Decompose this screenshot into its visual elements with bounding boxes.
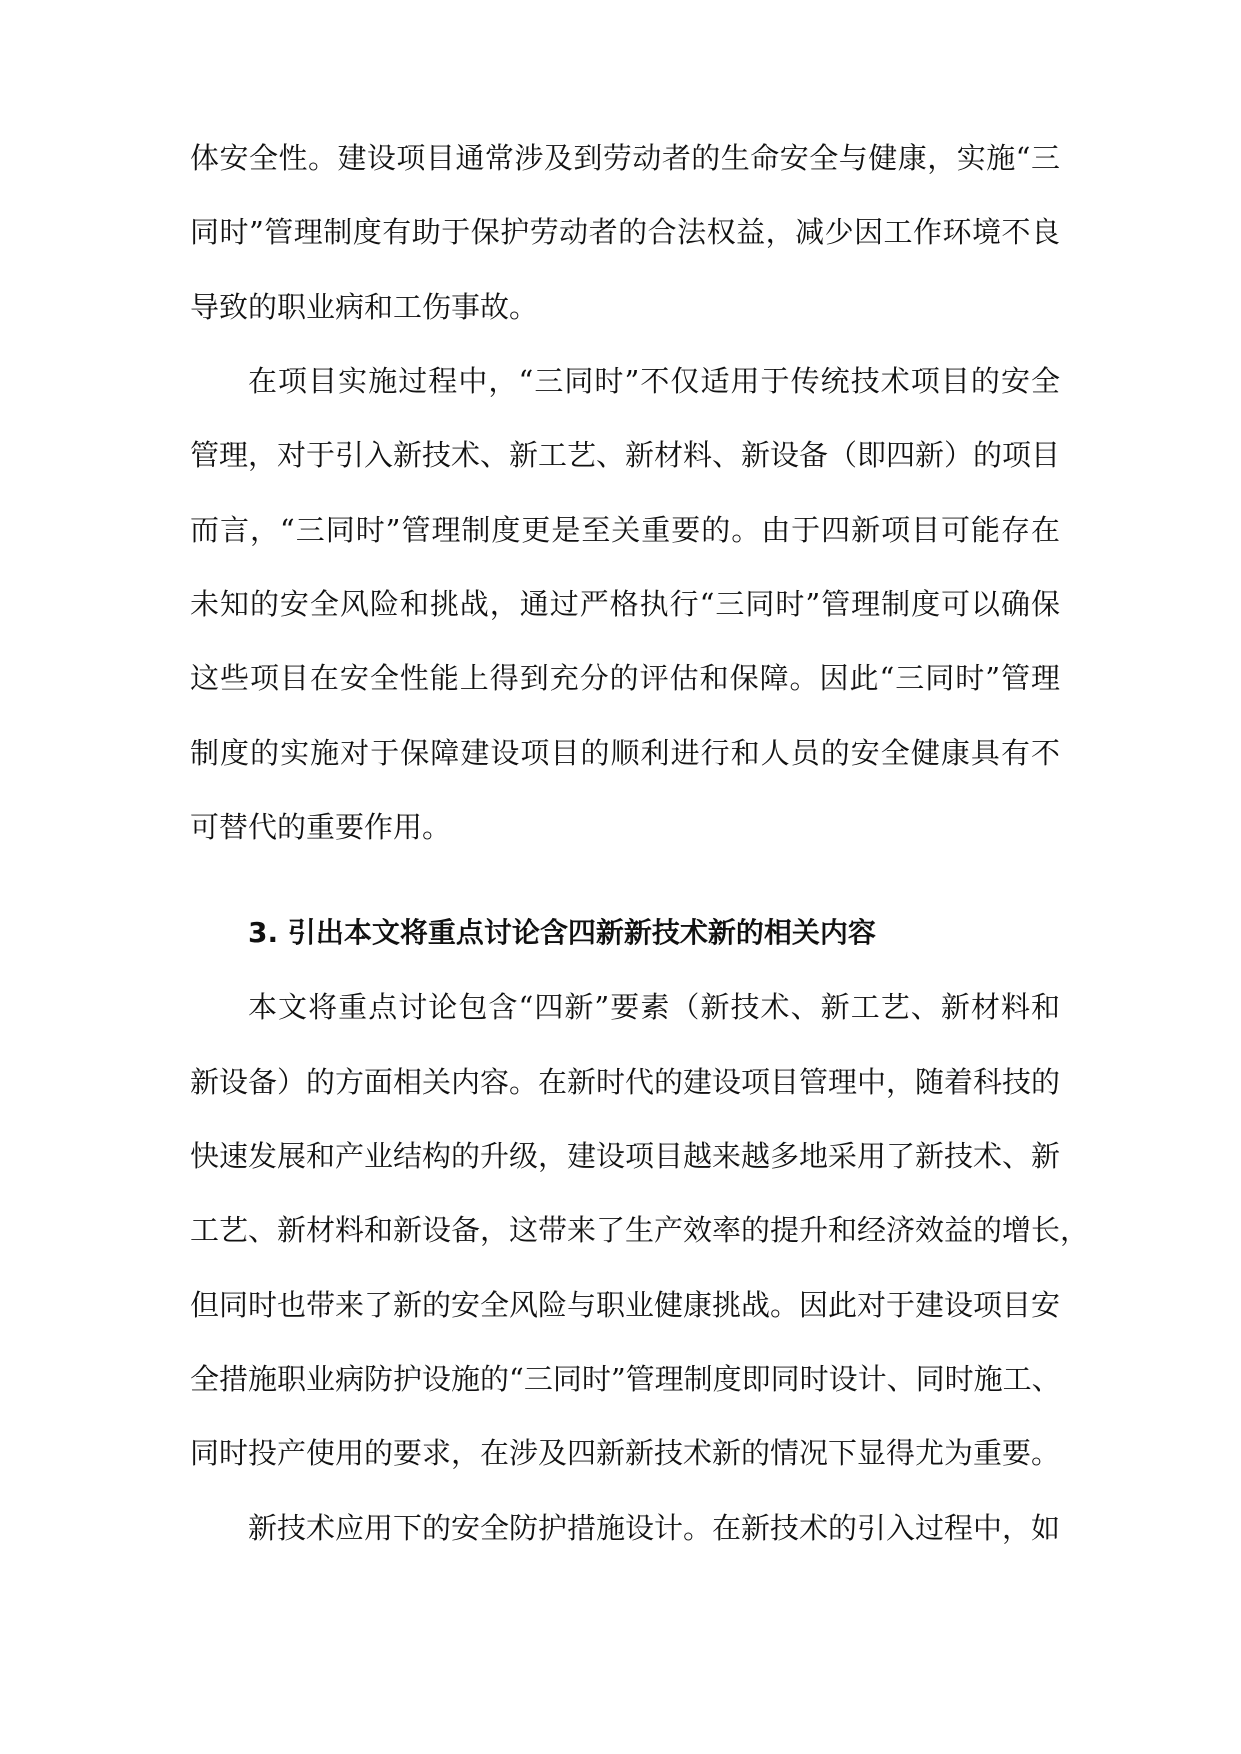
paragraph-line: 本文将重点讨论包含“四新”要素（新技术、新工艺、新材料和	[248, 990, 1060, 1024]
paragraph-line: 同时投产使用的要求，在涉及四新新技术新的情况下显得尤为重要。	[190, 1436, 1061, 1470]
paragraph-line: 而言，“三同时”管理制度更是至关重要的。由于四新项目可能存在	[190, 513, 1060, 547]
paragraph-line: 全措施职业病防护设施的“三同时”管理制度即同时设计、同时施工、	[190, 1362, 1061, 1396]
paragraph-line: 在项目实施过程中，“三同时”不仅适用于传统技术项目的安全	[248, 364, 1060, 398]
paragraph-line: 工艺、新材料和新设备，这带来了生产效率的提升和经济效益的增长，	[190, 1213, 1090, 1247]
paragraph-line: 这些项目在安全性能上得到充分的评估和保障。因此“三同时”管理	[190, 661, 1060, 695]
paragraph-line: 快速发展和产业结构的升级，建设项目越来越多地采用了新技术、新	[190, 1139, 1061, 1173]
section-heading: 3. 引出本文将重点讨论含四新新技术新的相关内容	[248, 916, 876, 949]
paragraph-line: 体安全性。建设项目通常涉及到劳动者的生命安全与健康，实施“三	[190, 141, 1060, 175]
paragraph-line: 但同时也带来了新的安全风险与职业健康挑战。因此对于建设项目安	[190, 1288, 1061, 1322]
paragraph-line: 新技术应用下的安全防护措施设计。在新技术的引入过程中，如	[248, 1511, 1061, 1545]
paragraph-line: 新设备）的方面相关内容。在新时代的建设项目管理中，随着科技的	[190, 1065, 1061, 1099]
paragraph-line: 未知的安全风险和挑战，通过严格执行“三同时”管理制度可以确保	[190, 587, 1060, 621]
paragraph-line: 可替代的重要作用。	[190, 810, 452, 844]
paragraph-line: 导致的职业病和工伤事故。	[190, 290, 539, 324]
paragraph-line: 制度的实施对于保障建设项目的顺利进行和人员的安全健康具有不	[190, 736, 1060, 770]
paragraph-line: 同时”管理制度有助于保护劳动者的合法权益，减少因工作环境不良	[190, 215, 1060, 249]
paragraph-line: 管理，对于引入新技术、新工艺、新材料、新设备（即四新）的项目	[190, 438, 1061, 472]
